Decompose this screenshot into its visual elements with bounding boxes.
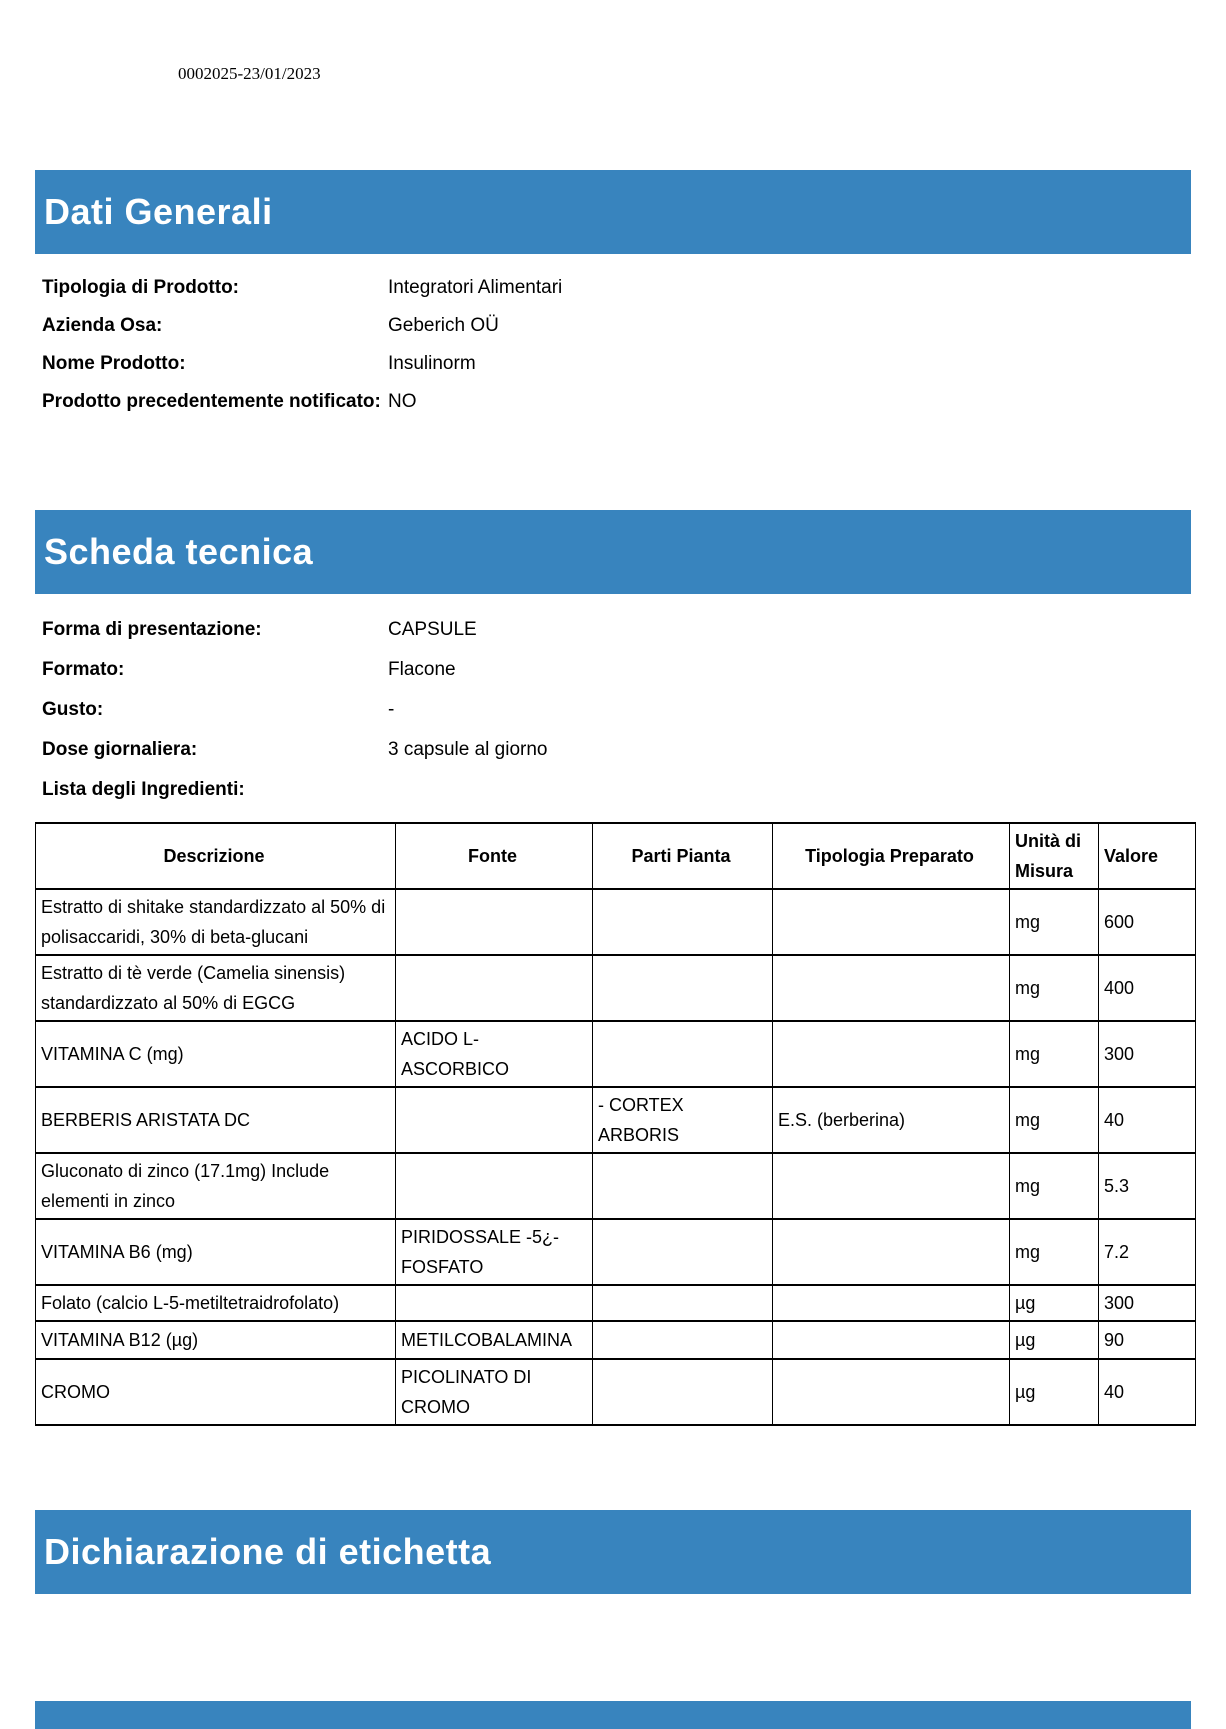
table-row	[36, 1021, 1196, 1087]
field-row-formato	[42, 650, 548, 690]
cell-unita-misura: mg	[1010, 1087, 1099, 1153]
column-header-descrizione: Descrizione	[36, 823, 396, 889]
field-label: Prodotto precedentemente notificato:	[42, 391, 381, 412]
section-header-dichiarazione-etichetta	[35, 1510, 1191, 1594]
field-value: CAPSULE	[388, 619, 477, 640]
cell-parti-pianta	[593, 1219, 773, 1285]
field-row-forma-presentazione	[42, 610, 548, 650]
table-row	[36, 1087, 1196, 1153]
cell-descrizione: VITAMINA C (mg)	[36, 1021, 396, 1087]
cell-tipologia-preparato	[773, 955, 1010, 1021]
field-row-lista-ingredienti	[42, 770, 548, 810]
cell-tipologia-preparato	[773, 889, 1010, 955]
cell-tipologia-preparato	[773, 1021, 1010, 1087]
field-value: -	[388, 699, 395, 720]
ingredients-table	[35, 822, 1196, 1426]
field-label: Lista degli Ingredienti:	[42, 779, 245, 800]
section-title-dati-generali: Dati Generali	[44, 191, 273, 232]
cell-tipologia-preparato	[773, 1285, 1010, 1321]
cell-parti-pianta	[593, 1153, 773, 1219]
cell-unita-misura: µg	[1010, 1359, 1099, 1425]
cell-descrizione: Estratto di tè verde (Camelia sinensis) standardizzato al 50% di EGCG	[36, 955, 396, 1021]
field-value: Integratori Alimentari	[388, 277, 563, 298]
table-header-row	[36, 823, 1196, 889]
table-row	[36, 1321, 1196, 1359]
cell-fonte: ACIDO L-ASCORBICO	[396, 1021, 593, 1087]
table-row	[36, 1219, 1196, 1285]
cell-tipologia-preparato	[773, 1219, 1010, 1285]
field-value: 3 capsule al giorno	[388, 739, 548, 760]
field-row-dose-giornaliera	[42, 730, 548, 770]
column-header-parti-pianta: Parti Pianta	[593, 823, 773, 889]
cell-unita-misura: mg	[1010, 1021, 1099, 1087]
cell-descrizione: Folato (calcio L-5-metiltetraidrofolato)	[36, 1285, 396, 1321]
field-label: Tipologia di Prodotto:	[42, 277, 240, 298]
protocol-number: 0002025-23/01/2023	[178, 64, 321, 83]
cell-valore: 300	[1099, 1021, 1196, 1087]
section-header-scheda-tecnica	[35, 510, 1191, 594]
cell-valore: 90	[1099, 1321, 1196, 1359]
cell-fonte	[396, 1285, 593, 1321]
dati-generali-fields	[42, 269, 562, 421]
cell-descrizione: VITAMINA B12 (µg)	[36, 1321, 396, 1359]
column-header-tipologia-preparato: Tipologia Preparato	[773, 823, 1010, 889]
cell-fonte: PIRIDOSSALE -5¿- FOSFATO	[396, 1219, 593, 1285]
field-label: Dose giornaliera:	[42, 739, 198, 760]
cell-unita-misura: mg	[1010, 955, 1099, 1021]
cell-parti-pianta	[593, 1359, 773, 1425]
cell-unita-misura: mg	[1010, 1153, 1099, 1219]
section-header-dati-generali	[35, 170, 1191, 254]
field-value: Geberich OÜ	[388, 315, 499, 336]
table-row	[36, 1285, 1196, 1321]
cell-valore: 5.3	[1099, 1153, 1196, 1219]
field-row-tipologia-prodotto	[42, 269, 562, 307]
column-header-unita-misura: Unità di Misura	[1010, 823, 1099, 889]
cell-fonte: METILCOBALAMINA	[396, 1321, 593, 1359]
column-header-valore: Valore	[1099, 823, 1196, 889]
field-value: Flacone	[388, 659, 456, 680]
cell-unita-misura: mg	[1010, 1219, 1099, 1285]
cell-fonte	[396, 1153, 593, 1219]
cell-parti-pianta	[593, 1321, 773, 1359]
field-value: NO	[388, 391, 417, 412]
cell-tipologia-preparato	[773, 1153, 1010, 1219]
cell-descrizione: VITAMINA B6 (mg)	[36, 1219, 396, 1285]
cell-valore: 40	[1099, 1087, 1196, 1153]
section-title-scheda-tecnica: Scheda tecnica	[44, 531, 314, 572]
field-row-azienda-osa	[42, 307, 562, 345]
partial-section-bar	[35, 1701, 1191, 1729]
table-row	[36, 955, 1196, 1021]
cell-parti-pianta	[593, 955, 773, 1021]
cell-parti-pianta	[593, 1285, 773, 1321]
ingredients-table-container	[35, 822, 1195, 1426]
table-row	[36, 1153, 1196, 1219]
field-row-gusto	[42, 690, 548, 730]
cell-fonte: PICOLINATO DI CROMO	[396, 1359, 593, 1425]
field-label: Formato:	[42, 659, 125, 680]
section-title-dichiarazione-etichetta: Dichiarazione di etichetta	[44, 1531, 492, 1572]
cell-fonte	[396, 889, 593, 955]
cell-valore: 400	[1099, 955, 1196, 1021]
column-header-fonte: Fonte	[396, 823, 593, 889]
cell-descrizione: Estratto di shitake standardizzato al 50% di polisaccaridi, 30% di beta-glucani	[36, 889, 396, 955]
cell-parti-pianta	[593, 1021, 773, 1087]
cell-valore: 300	[1099, 1285, 1196, 1321]
cell-tipologia-preparato: E.S. (berberina)	[773, 1087, 1010, 1153]
cell-unita-misura: µg	[1010, 1321, 1099, 1359]
table-row	[36, 1359, 1196, 1425]
cell-valore: 600	[1099, 889, 1196, 955]
field-label: Forma di presentazione:	[42, 619, 262, 640]
cell-parti-pianta: - CORTEX ARBORIS	[593, 1087, 773, 1153]
cell-unita-misura: mg	[1010, 889, 1099, 955]
field-label: Gusto:	[42, 699, 104, 720]
field-row-nome-prodotto	[42, 345, 562, 383]
cell-fonte	[396, 1087, 593, 1153]
cell-parti-pianta	[593, 889, 773, 955]
cell-valore: 40	[1099, 1359, 1196, 1425]
cell-descrizione: Gluconato di zinco (17.1mg) Include elementi in zinco	[36, 1153, 396, 1219]
field-row-prodotto-precedentemente-notificato	[42, 383, 562, 421]
scheda-tecnica-fields	[42, 610, 548, 810]
cell-descrizione: CROMO	[36, 1359, 396, 1425]
field-label: Azienda Osa:	[42, 315, 163, 336]
table-row	[36, 889, 1196, 955]
field-value: Insulinorm	[388, 353, 476, 374]
cell-tipologia-preparato	[773, 1359, 1010, 1425]
cell-tipologia-preparato	[773, 1321, 1010, 1359]
cell-fonte	[396, 955, 593, 1021]
cell-valore: 7.2	[1099, 1219, 1196, 1285]
cell-unita-misura: µg	[1010, 1285, 1099, 1321]
cell-descrizione: BERBERIS ARISTATA DC	[36, 1087, 396, 1153]
field-label: Nome Prodotto:	[42, 353, 186, 374]
